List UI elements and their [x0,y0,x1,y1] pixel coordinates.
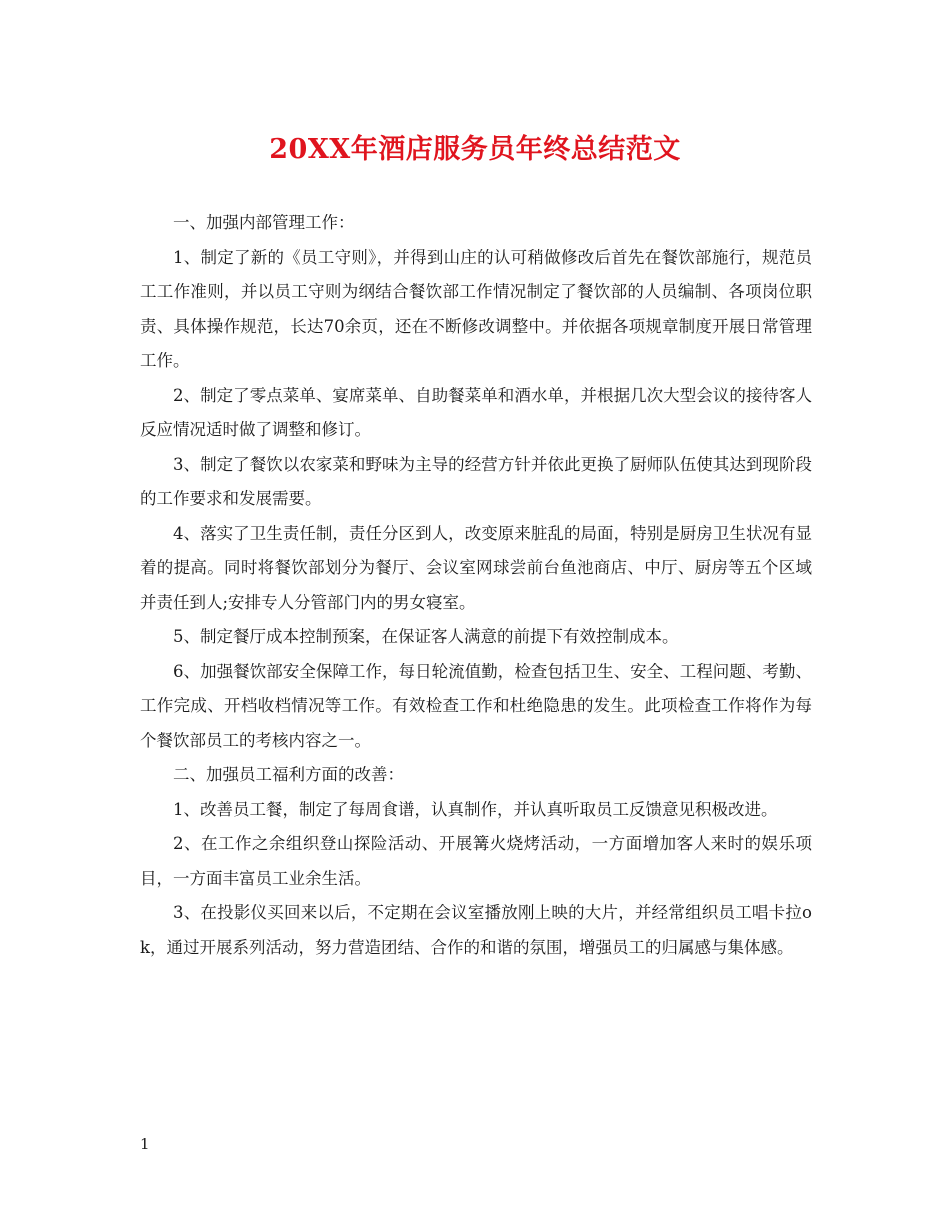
page-number: 1 [140,1135,150,1153]
section-heading-internal-management: 一、加强内部管理工作： [173,213,355,232]
paragraph-menus: 2、制定了零点菜单、宴席菜单、自助餐菜单和酒水单，并根据几次大型会议的接待客人反应情况适时做了调整和修订。 [140,385,812,439]
paragraph-safety-inspection: 6、加强餐饮部安全保障工作，每日轮流值勤，检查包括卫生、安全、工程问题、考勤、工作完成、开档收档情况等工作。有效检查工作和杜绝隐患的发生。此项检查工作将作为每个餐饮部员工的考核内容之一。 [140,661,812,750]
paragraph-business-policy: 3、制定了餐饮以农家菜和野味为主导的经营方针并依此更换了厨师队伍使其达到现阶段的工作要求和发展需要。 [140,454,812,508]
paragraph-staff-meals: 1、改善员工餐，制定了每周食谱，认真制作，并认真听取员工反馈意见积极改进。 [173,799,778,819]
paragraph-outdoor-activities: 2、在工作之余组织登山探险活动、开展篝火烧烤活动，一方面增加客人来时的娱乐项目，一方面丰富员工业余生活。 [140,834,812,888]
paragraph-staff-handbook: 1、制定了新的《员工守则》，并得到山庄的认可稍做修改后首先在餐饮部施行，规范员工工作准则，并以员工守则为纲结合餐饮部工作情况制定了餐饮部的人员编制、各项岗位职责、具体操作规范，长达70余页，还在不断修改调整中。并依据各项规章制度开展日常管理工作。 [140,247,812,370]
paragraph-hygiene-responsibility: 4、落实了卫生责任制，责任分区到人，改变原来脏乱的局面，特别是厨房卫生状况有显着的提高。同时将餐饮部划分为餐厅、会议室网球尝前台鱼池商店、中厅、厨房等五个区域并责任到人;安排专人分管部门内的男女寝室。 [140,523,812,612]
document-title: 20XX年酒店服务员年终总结范文 [269,134,681,165]
paragraph-cost-control: 5、制定餐厅成本控制预案，在保证客人满意的前提下有效控制成本。 [173,627,679,646]
section-heading-staff-welfare: 二、加强员工福利方面的改善： [173,765,404,784]
document-body [140,206,812,965]
paragraph-entertainment: 3、在投影仪买回来以后，不定期在会议室播放刚上映的大片，并经常组织员工唱卡拉ok，通过开展系列活动，努力营造团结、合作的和谐的氛围，增强员工的归属感与集体感。 [140,903,812,957]
